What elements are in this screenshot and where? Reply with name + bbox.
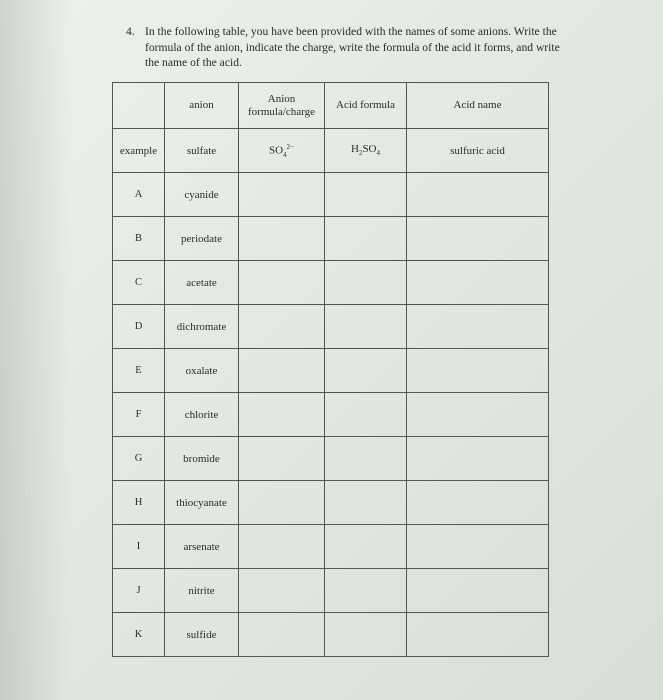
row-anion-formula-cell[interactable] [239,349,325,393]
row-letter: C [113,261,165,305]
header-cell-acid-name: Acid name [407,83,549,129]
row-acid-name-cell[interactable] [407,261,549,305]
row-anion: sulfide [165,613,239,657]
header-cell-blank [113,83,165,129]
row-acid-formula-cell[interactable] [325,217,407,261]
example-anion-formula [239,129,325,173]
table-row [113,481,549,525]
row-letter: G [113,437,165,481]
example-acid-mid: SO [362,143,377,156]
row-acid-formula-cell[interactable] [325,173,407,217]
row-acid-formula-cell[interactable] [325,305,407,349]
row-anion: thiocyanate [165,481,239,525]
row-letter: I [113,525,165,569]
question-number: 4. [126,25,135,38]
row-anion-formula-cell[interactable] [239,393,325,437]
header-cell-anion-formula: Anion formula/charge [239,83,325,129]
row-anion-formula-cell[interactable] [239,569,325,613]
row-anion: oxalate [165,349,239,393]
row-anion-formula-cell[interactable] [239,261,325,305]
row-anion-formula-cell[interactable] [239,481,325,525]
row-letter: D [113,305,165,349]
row-letter: H [113,481,165,525]
row-letter: K [113,613,165,657]
row-acid-formula-cell[interactable] [325,569,407,613]
example-acid-formula [325,129,407,173]
row-acid-formula-cell[interactable] [325,613,407,657]
row-letter: J [113,569,165,613]
header-row [113,83,549,129]
example-formula-base: SO [268,144,284,157]
example-row [113,129,549,173]
anion-table [112,82,549,657]
row-acid-name-cell[interactable] [407,305,549,349]
row-letter: F [113,393,165,437]
row-acid-formula-cell[interactable] [325,349,407,393]
example-acid-prefix: H [350,143,359,156]
row-anion: bromide [165,437,239,481]
table-row [113,349,549,393]
row-anion: chlorite [165,393,239,437]
example-anion: sulfate [165,129,239,173]
header-cell-acid-formula: Acid formula [325,83,407,129]
table-row [113,173,549,217]
row-acid-name-cell[interactable] [407,437,549,481]
row-anion-formula-cell[interactable] [239,437,325,481]
row-anion: periodate [165,217,239,261]
example-acid-subscript-1: 2 [358,149,363,158]
question-instructions [126,24,566,71]
example-formula-charge: 2− [286,142,294,151]
row-acid-name-cell[interactable] [407,349,549,393]
header-cell-anion: anion [165,83,239,129]
row-acid-name-cell[interactable] [407,217,549,261]
row-acid-name-cell[interactable] [407,173,549,217]
row-anion: acetate [165,261,239,305]
row-letter: E [113,349,165,393]
example-acid-name: sulfuric acid [407,129,549,173]
example-acid-subscript-2: 4 [376,149,380,158]
row-acid-name-cell[interactable] [407,481,549,525]
row-acid-name-cell[interactable] [407,569,549,613]
row-acid-name-cell[interactable] [407,393,549,437]
row-anion: cyanide [165,173,239,217]
table-row [113,525,549,569]
table-row [113,437,549,481]
row-anion-formula-cell[interactable] [239,305,325,349]
row-letter: A [113,173,165,217]
row-acid-formula-cell[interactable] [325,525,407,569]
table-row [113,217,549,261]
row-anion-formula-cell[interactable] [239,613,325,657]
table-row [113,569,549,613]
table-row [113,393,549,437]
table-row [113,613,549,657]
row-anion-formula-cell[interactable] [239,525,325,569]
row-letter: B [113,217,165,261]
row-anion: arsenate [165,525,239,569]
row-acid-formula-cell[interactable] [325,481,407,525]
row-acid-formula-cell[interactable] [325,437,407,481]
page-shadow [0,0,70,700]
example-label: example [113,129,165,173]
row-anion-formula-cell[interactable] [239,173,325,217]
row-acid-formula-cell[interactable] [325,261,407,305]
question-text: In the following table, you have been provided with the names of some anions. Write the formula of the anion, indicate the charge, write the formula of the acid it forms, and write the name of the acid. [145,25,560,69]
example-formula-subscript: 4 [283,150,287,159]
row-anion: dichromate [165,305,239,349]
table-row [113,305,549,349]
table-row [113,261,549,305]
row-acid-formula-cell[interactable] [325,393,407,437]
row-acid-name-cell[interactable] [407,613,549,657]
row-anion: nitrite [165,569,239,613]
row-acid-name-cell[interactable] [407,525,549,569]
row-anion-formula-cell[interactable] [239,217,325,261]
